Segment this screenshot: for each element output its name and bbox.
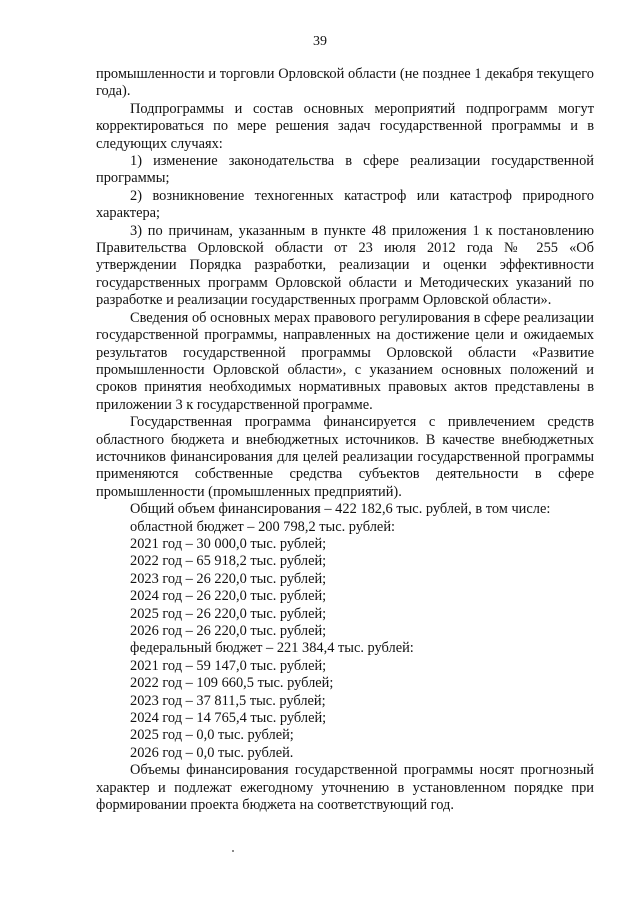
list-item-other-reasons: 3) по причинам, указанным в пункте 48 приложения 1 к постановлению Правительства Орловской области от 23 июля 2012 года № 255 «Об утверждении Порядка разработки, реализации и оценки эффективности государственных программ Орловской области и Методических указаний по разработке и реализации государственных программ Орловской области». <box>96 222 594 309</box>
list-item-legislation-change: 1) изменение законодательства в сфере реализации государственной программы; <box>96 153 594 187</box>
list-item-catastrophes: 2) возникновение техногенных катастроф или катастроф природного характера; <box>96 187 594 222</box>
paragraph-financing-forecast: Объемы финансирования государственной программы носят прогнозный характер и подлежат ежегодному уточнению в установленном порядке при формировании проекта бюджета на соответствующий год. <box>96 762 594 814</box>
paragraph-legal-regulation: Сведения об основных мерах правового регулирования в сфере реализации государственной программы, направленных на достижение цели и ожидаемых результатов государственной программы Орловской области «Развитие промышленности Орловской области», с указанием основных положений и сроков принятия необходимых нормативных правовых актов представлены в приложении 3 к государственной программе. <box>96 309 594 413</box>
financing-total: Общий объем финансирования – 422 182,6 тыс. рублей, в том числе: <box>130 501 551 518</box>
regional-budget-year: 2025 год – 26 220,0 тыс. рублей; <box>130 605 327 622</box>
paragraph-financing-sources: Государственная программа финансируется с привлечением средств областного бюджета и внебюджетных источников. В качестве внебюджетных источников финансирования для целей реализации государственной программы применяются собственные средства субъектов деятельности в сфере промышленности (промышленных предприятий). <box>96 414 594 500</box>
scan-speck <box>232 850 234 852</box>
regional-budget-year: 2024 год – 26 220,0 тыс. рублей; <box>130 588 327 605</box>
regional-budget-year: 2023 год – 26 220,0 тыс. рублей; <box>130 570 327 587</box>
federal-budget-year: 2024 год – 14 765,4 тыс. рублей; <box>130 710 327 727</box>
federal-budget-year: 2023 год – 37 811,5 тыс. рублей; <box>130 692 326 709</box>
paragraph-subprogram-adjustment: Подпрограммы и состав основных мероприятий подпрограмм могут корректироваться по мере решения задач государственной программы и в следующих случаях: <box>96 100 594 152</box>
page-number: 39 <box>313 34 327 49</box>
federal-budget-year: 2026 год – 0,0 тыс. рублей. <box>130 744 294 761</box>
federal-budget-year: 2022 год – 109 660,5 тыс. рублей; <box>130 675 334 692</box>
federal-budget-header: федеральный бюджет – 221 384,4 тыс. рублей: <box>130 640 414 657</box>
regional-budget-year: 2021 год – 30 000,0 тыс. рублей; <box>130 535 327 552</box>
paragraph-continuation: промышленности и торговли Орловской области (не позднее 1 декабря текущего года). <box>96 66 594 100</box>
regional-budget-year: 2026 год – 26 220,0 тыс. рублей; <box>130 623 327 639</box>
federal-budget-year: 2021 год – 59 147,0 тыс. рублей; <box>130 657 327 674</box>
regional-budget-header: областной бюджет – 200 798,2 тыс. рублей: <box>130 518 396 535</box>
federal-budget-year: 2025 год – 0,0 тыс. рублей; <box>130 727 294 744</box>
regional-budget-year: 2022 год – 65 918,2 тыс. рублей; <box>130 553 327 570</box>
document-body <box>96 66 594 814</box>
